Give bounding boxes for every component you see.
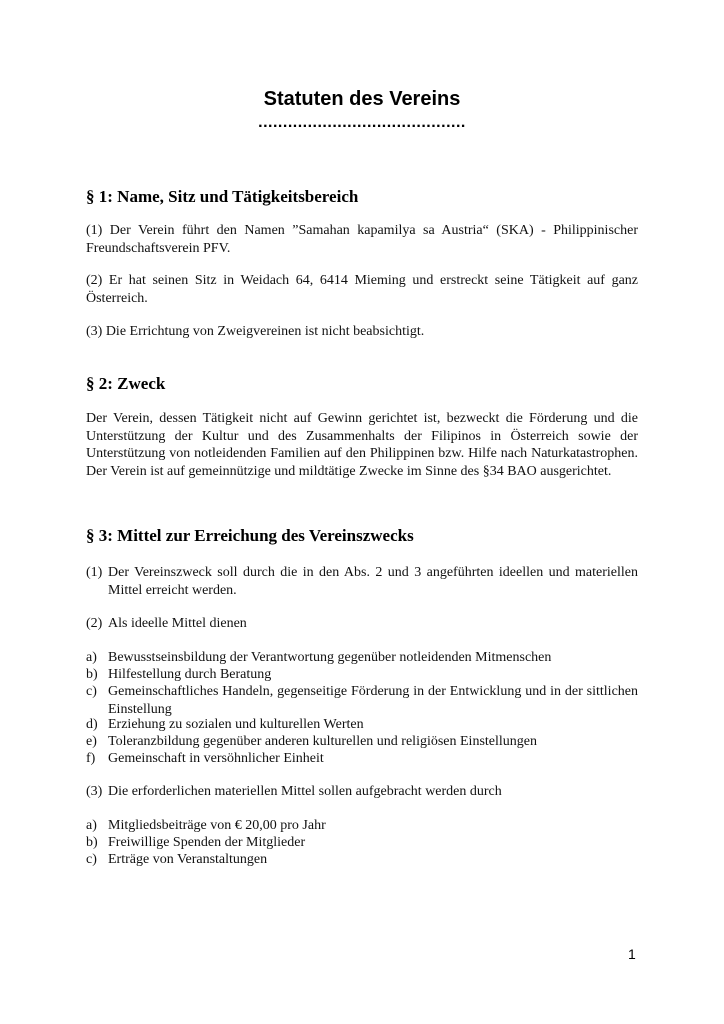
item-text: Toleranzbildung gegenüber anderen kulturellen und religiösen Einstellungen bbox=[108, 734, 537, 749]
item-text: Mitgliedsbeiträge von € 20,00 pro Jahr bbox=[108, 818, 326, 833]
item-text: Freiwillige Spenden der Mitglieder bbox=[108, 835, 306, 850]
section-heading-3: § 3: Mittel zur Erreichung des Vereinszwecks bbox=[86, 526, 414, 545]
item-label: (2) bbox=[86, 616, 103, 631]
item-text: Gemeinschaft in versöhnlicher Einheit bbox=[108, 751, 324, 766]
section-heading-1: § 1: Name, Sitz und Tätigkeitsbereich bbox=[86, 187, 359, 206]
item-label: e) bbox=[86, 734, 97, 749]
page-number: 1 bbox=[628, 946, 636, 962]
section-heading-2: § 2: Zweck bbox=[86, 374, 166, 393]
item-text: Bewusstseinsbildung der Verantwortung gegenüber notleidenden Mitmenschen bbox=[108, 650, 552, 665]
item-label: b) bbox=[86, 667, 98, 682]
item-label: c) bbox=[86, 852, 97, 867]
item-text: Die erforderlichen materiellen Mittel sollen aufgebracht werden durch bbox=[108, 784, 502, 799]
item-label: (1) bbox=[86, 565, 103, 580]
item-label: a) bbox=[86, 650, 97, 665]
item-text: Der Vereinszweck soll durch die in den Abs. 2 und 3 angeführten ideellen und materiellen Mittel erreicht werden. bbox=[108, 565, 638, 598]
section-1-paragraph-1: (1) Der Verein führt den Namen ”Samahan kapamilya sa Austria“ (SKA) - Philippinischer Freundschaftsverein PFV. bbox=[86, 223, 638, 256]
item-label: b) bbox=[86, 835, 98, 850]
item-text: Erträge von Veranstaltungen bbox=[108, 852, 268, 867]
title-dotted-line: .......................................... bbox=[258, 114, 466, 131]
item-label: d) bbox=[86, 717, 98, 732]
item-text: Erziehung zu sozialen und kulturellen Werten bbox=[108, 717, 364, 732]
item-text: Gemeinschaftliches Handeln, gegenseitige Förderung in der Entwicklung und in der sittlichen Einstellung bbox=[108, 684, 638, 717]
section-1-paragraph-3: (3) Die Errichtung von Zweigvereinen ist nicht beabsichtigt. bbox=[86, 324, 425, 339]
item-text: Als ideelle Mittel dienen bbox=[108, 616, 247, 631]
item-label: c) bbox=[86, 684, 97, 699]
item-text: Hilfestellung durch Beratung bbox=[108, 667, 272, 682]
item-label: (3) bbox=[86, 784, 103, 799]
document-title: Statuten des Vereins bbox=[263, 88, 461, 110]
item-label: f) bbox=[86, 751, 96, 766]
item-label: a) bbox=[86, 818, 97, 833]
section-1-paragraph-2: (2) Er hat seinen Sitz in Weidach 64, 6414 Mieming und erstreckt seine Tätigkeit auf ganz Österreich. bbox=[86, 273, 638, 306]
section-2-paragraph-1: Der Verein, dessen Tätigkeit nicht auf Gewinn gerichtet ist, bezweckt die Förderung und die Unterstützung der Kultur und des Zusammenhalts der Filipinos in Österreich sowie der Unterstützung von notleidenden Familien auf den Philippinen bzw. Hilfe nach Naturkatastrophen. Der Verein ist auf gemeinnützige und mildtätige Zwecke im Sinne des §34 BAO ausgerichtet. bbox=[86, 411, 638, 479]
